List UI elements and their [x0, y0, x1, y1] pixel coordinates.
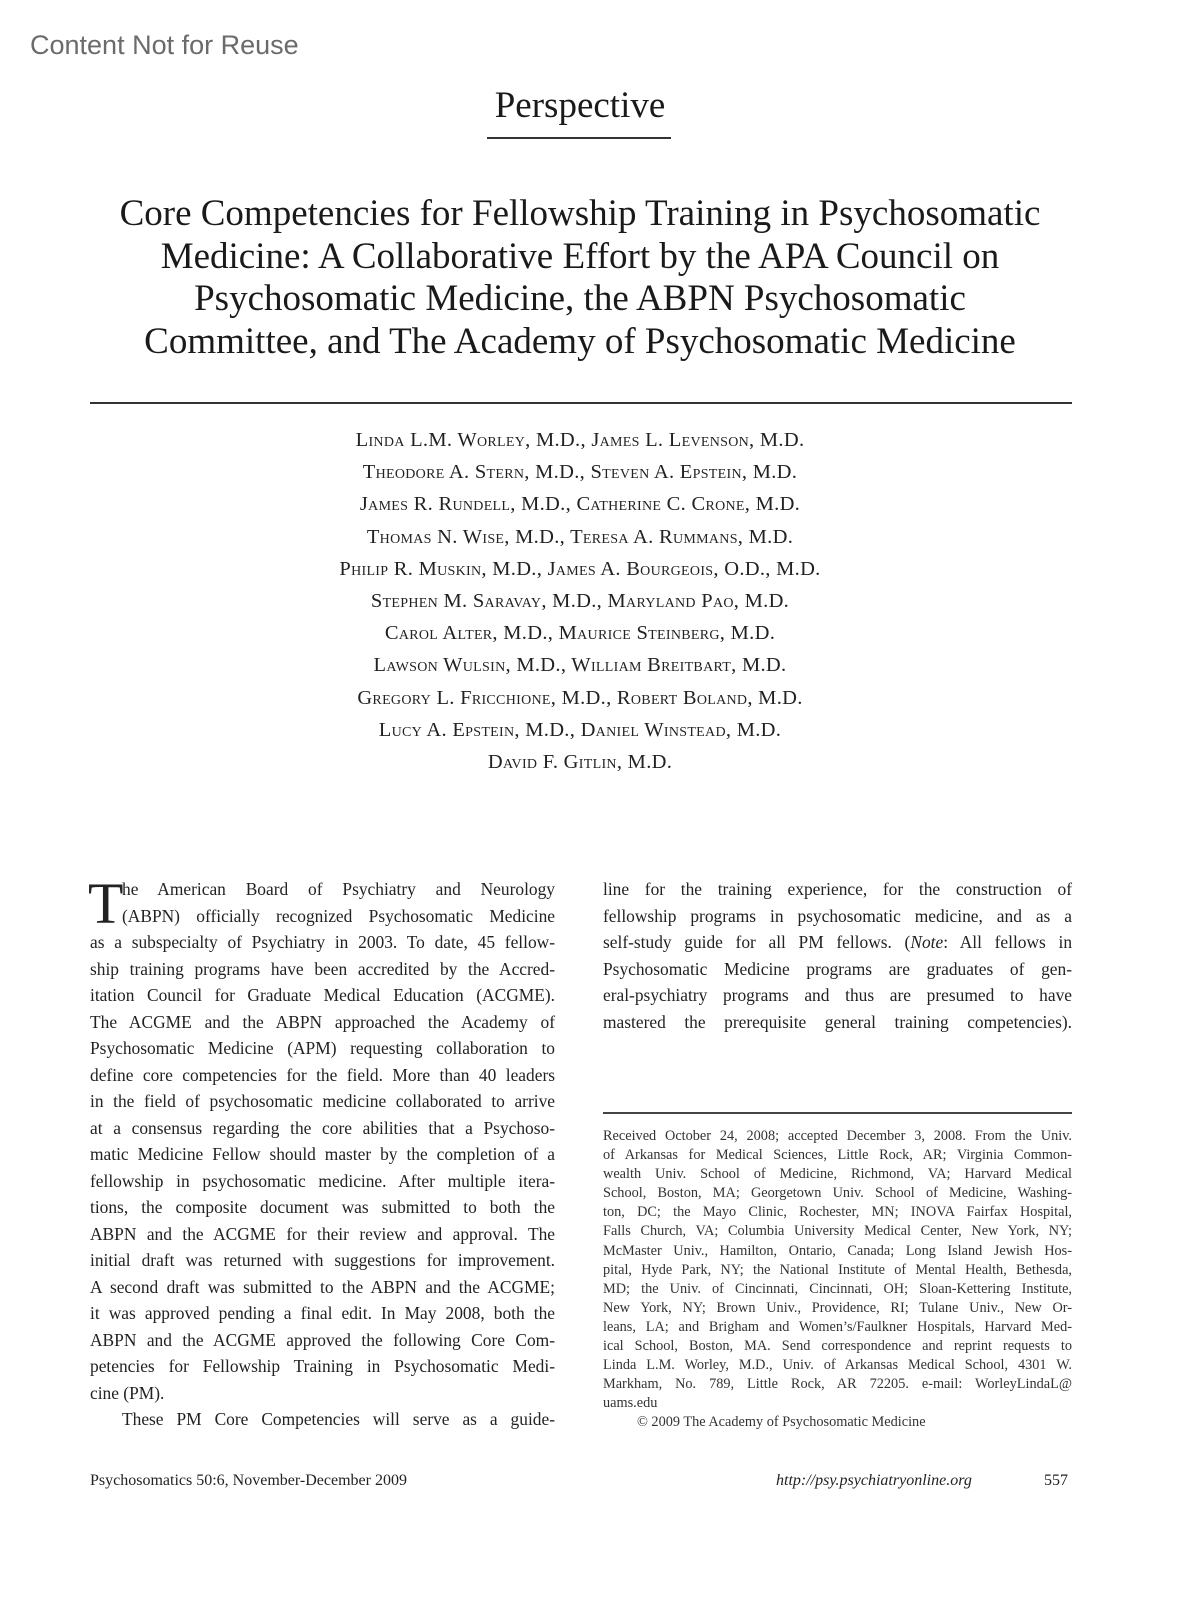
- article-title: [60, 193, 1100, 363]
- text-line: he American Board of Psychiatry and Neurology: [122, 879, 555, 899]
- footnote-line: ton, DC; the Mayo Clinic, Rochester, MN; INOVA Fairfax Hospital,: [603, 1204, 1072, 1221]
- author-line: Philip R. Muskin, M.D., James A. Bourgeois, O.D., M.D.: [339, 557, 821, 580]
- footnote-line: New York, NY; Brown Univ., Providence, RI; Tulane Univ., New Or-: [603, 1299, 1072, 1316]
- footnote-line: School, Boston, MA; Georgetown Univ. School of Medicine, Washing-: [603, 1185, 1072, 1202]
- text-line: in the field of psychosomatic medicine collaborated to arrive: [90, 1091, 555, 1111]
- text-line-note: [603, 929, 1072, 956]
- note-label: Note: [910, 932, 944, 952]
- title-line: Core Competencies for Fellowship Training in Psychosomatic: [119, 193, 1041, 234]
- footnote-line: pital, Hyde Park, NY; the National Institute of Mental Health, Bethesda,: [603, 1261, 1072, 1278]
- text-line: ABPN and the ACGME approved the following Core Com-: [90, 1329, 555, 1350]
- text-line: fellowship in psychosomatic medicine. After multiple itera-: [90, 1170, 555, 1191]
- text-line: The ACGME and the ABPN approached the Academy of: [90, 1011, 555, 1032]
- text-line: initial draft was returned with suggestions for improvement.: [90, 1250, 555, 1270]
- footnote-line: Markham, No. 789, Little Rock, AR 72205. e-mail: WorleyLindaL@: [603, 1376, 1072, 1393]
- body-column-right: [603, 876, 1072, 1035]
- title-line: Committee, and The Academy of Psychosomatic Medicine: [144, 320, 1016, 362]
- author-line: Gregory L. Fricchione, M.D., Robert Boland, M.D.: [357, 686, 803, 709]
- author-line: Lucy A. Epstein, M.D., Daniel Winstead, M.D.: [378, 718, 782, 741]
- text-line: it was approved pending a final edit. In May 2008, both the: [90, 1303, 555, 1323]
- text-line: Psychosomatic Medicine (APM) requesting collaboration to: [90, 1038, 555, 1058]
- copyright: © 2009 The Academy of Psychosomatic Medicine: [637, 1414, 926, 1431]
- journal-url-link[interactable]: http://psy.psychiatryonline.org: [776, 1472, 972, 1489]
- drop-cap: T: [88, 871, 124, 936]
- text-line: petencies for Fellowship Training in Psychosomatic Medi-: [90, 1356, 555, 1376]
- author-line: Thomas N. Wise, M.D., Teresa A. Rummans, M.D.: [366, 525, 794, 548]
- text-line: These PM Core Competencies will serve as a guide-: [122, 1409, 555, 1429]
- text-line: (ABPN) officially recognized Psychosomatic Medicine: [122, 905, 555, 926]
- text-line: itation Council for Graduate Medical Education (ACGME).: [90, 985, 555, 1005]
- author-list: [80, 424, 1080, 778]
- text-line: line for the training experience, for the construction of: [603, 879, 1072, 899]
- title-line: Psychosomatic Medicine, the ABPN Psychosomatic: [194, 278, 966, 319]
- footnote-line: uams.edu: [603, 1395, 658, 1412]
- footnote-divider: [603, 1112, 1072, 1114]
- text-line: Psychosomatic Medicine programs are graduates of gen-: [603, 958, 1072, 979]
- author-line: Lawson Wulsin, M.D., William Breitbart, M.D.: [373, 654, 787, 677]
- footnote-line: Received October 24, 2008; accepted December 3, 2008. From the Univ.: [603, 1128, 1072, 1144]
- author-line: James R. Rundell, M.D., Catherine C. Crone, M.D.: [359, 493, 801, 516]
- text-line: matic Medicine Fellow should master by the completion of a: [90, 1144, 555, 1164]
- text-line: tions, the composite document was submitted to both the: [90, 1197, 555, 1217]
- watermark: Content Not for Reuse: [30, 30, 299, 60]
- text-line: define core competencies for the field. More than 40 leaders: [90, 1064, 555, 1085]
- section-underline: [487, 137, 671, 139]
- text-line: A second draft was submitted to the ABPN and the ACGME;: [90, 1276, 555, 1297]
- section-heading: Perspective: [494, 85, 666, 126]
- text-line: eral-psychiatry programs and thus are presumed to have: [603, 985, 1072, 1005]
- text-segment: : All fellows in: [943, 932, 1073, 952]
- text-line: mastered the prerequisite general training competencies).: [603, 1011, 1072, 1032]
- author-line: Theodore A. Stern, M.D., Steven A. Epstein, M.D.: [362, 461, 798, 484]
- footnote: [603, 1127, 1072, 1433]
- footnote-line: McMaster Univ., Hamilton, Ontario, Canada; Long Island Jewish Hos-: [603, 1242, 1072, 1259]
- footnote-line: MD; the Univ. of Cincinnati, Cincinnati, OH; Sloan-Kettering Institute,: [603, 1280, 1072, 1297]
- journal-citation: Psychosomatics 50:6, November-December 2009: [90, 1472, 407, 1489]
- footnote-line: ical School, Boston, MA. Send correspondence and reprint requests to: [603, 1338, 1072, 1355]
- footnote-line: of Arkansas for Medical Sciences, Little Rock, AR; Virginia Common-: [603, 1147, 1072, 1164]
- text-line: fellowship programs in psychosomatic medicine, and as a: [603, 905, 1072, 926]
- footnote-line: leans, LA; and Brigham and Women’s/Faulkner Hospitals, Harvard Med-: [603, 1318, 1072, 1335]
- title-line: Medicine: A Collaborative Effort by the APA Council on: [160, 235, 1000, 277]
- author-line: David F. Gitlin, M.D.: [487, 751, 673, 774]
- text-line: ABPN and the ACGME for their review and approval. The: [90, 1223, 555, 1244]
- text-segment: self-study guide for all PM fellows. (: [603, 932, 911, 952]
- author-line: Carol Alter, M.D., Maurice Steinberg, M.D.: [384, 622, 776, 645]
- author-line: Stephen M. Saravay, M.D., Maryland Pao, M.D.: [370, 590, 790, 613]
- author-line: Linda L.M. Worley, M.D., James L. Levenson, M.D.: [355, 429, 805, 451]
- page-number: 557: [1044, 1472, 1068, 1489]
- body-column-left: [88, 871, 555, 1433]
- footnote-line: wealth Univ. School of Medicine, Richmond, VA; Harvard Medical: [603, 1166, 1072, 1183]
- footnote-line: Falls Church, VA; Columbia University Medical Center, New York, NY;: [603, 1223, 1072, 1240]
- text-line: cine (PM).: [90, 1382, 165, 1403]
- text-line: as a subspecialty of Psychiatry in 2003. To date, 45 fellow-: [90, 932, 555, 952]
- text-line: at a consensus regarding the core abilities that a Psychoso-: [90, 1117, 555, 1138]
- title-divider: [90, 402, 1072, 404]
- footnote-line: Linda L.M. Worley, M.D., Univ. of Arkansas Medical School, 4301 W.: [603, 1357, 1072, 1374]
- text-line: ship training programs have been accredited by the Accred-: [90, 958, 555, 979]
